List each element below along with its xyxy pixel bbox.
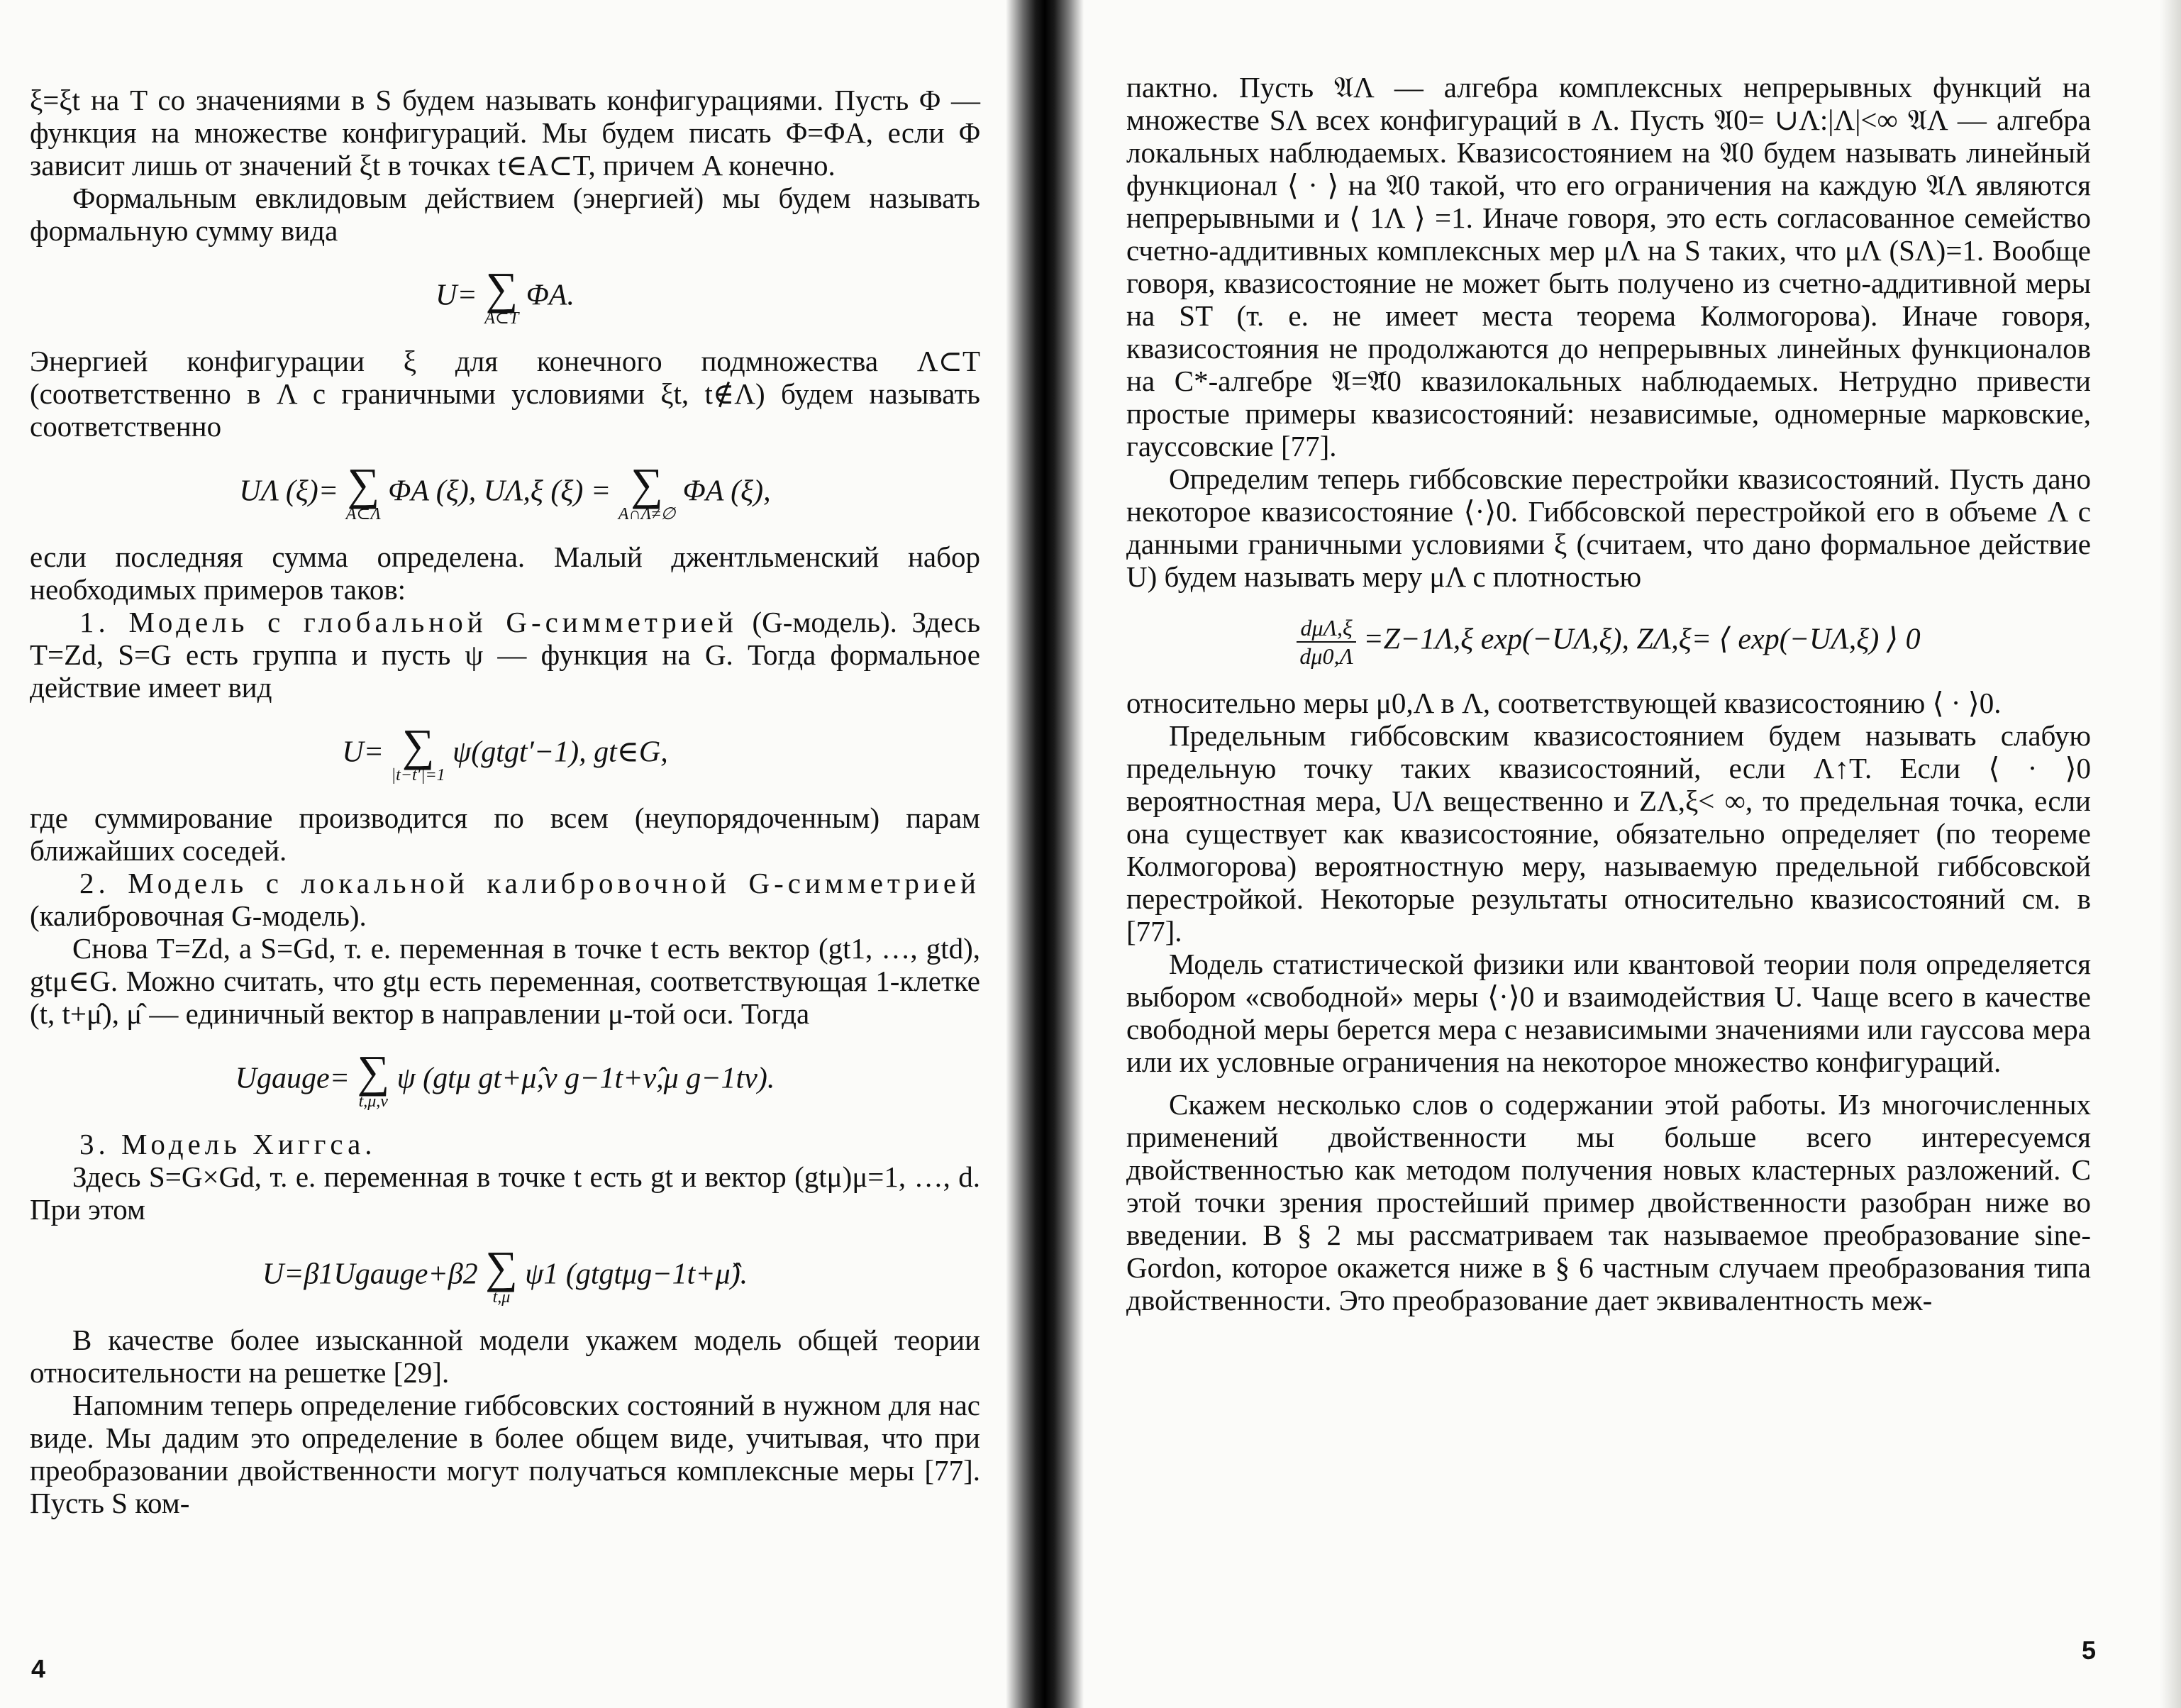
paragraph: Напомним теперь определение гиббсовских состояний в нужном для нас виде. Мы дадим это определение в более общем виде, учитывая, что при преобразовании двойственности могут получаться комплексные меры [77]. Пусть S ком- — [30, 1389, 980, 1519]
item-title: 2. Модель с локальной калибровочной G-симметрией — [79, 867, 980, 899]
left-page-text — [30, 84, 980, 1519]
sum-limit: A⊂T — [484, 309, 519, 328]
paragraph: Снова T=Zd, а S=Gd, т. е. переменная в точке t есть вектор (gt1, …, gtd), gtμ∈G. Можно считать, что gtμ есть переменная, соответствующая 1-клетке (t, t+μ̂), μ̂ — единичный вектор в направлении μ-той оси. Тогда — [30, 932, 980, 1030]
sum-symbol: ∑ A∩Λ≠∅ — [618, 459, 676, 523]
formula-text: ΦA. — [526, 279, 575, 312]
formula-g-model — [30, 720, 980, 784]
list-item — [30, 606, 980, 704]
fraction-denominator: dμ0,Λ — [1299, 643, 1353, 669]
list-item — [30, 1128, 980, 1160]
book-gutter — [1006, 0, 1084, 1708]
paragraph: Предельным гиббсовским квазисостоянием будем называть слабую предельную точку таких квазисостояний, если Λ↑T. Если ⟨ · ⟩0 вероятностная мера, UΛ вещественно и ZΛ,ξ< ∞, то предельная точка, если она существует как квазисостояние, обязательно определяет (по теореме Колмогорова) вероятностную меру, называемую предельной гиббсовской перестройкой. Некоторые результаты относительно квазисостояний см. в [77]. — [1126, 719, 2091, 948]
paragraph: Модель статистической физики или квантовой теории поля определяется выбором «свободной» меры ⟨·⟩0 и взаимодействия U. Чаще всего в качестве свободной меры берется мера с независимыми значениями или гауссова мера или их условные ограничения на некоторое множество конфигураций. — [1126, 948, 2091, 1078]
fraction-numerator: dμΛ,ξ — [1297, 614, 1355, 643]
item-title: 1. Модель с глобальной G-симметрией — [79, 606, 738, 638]
formula-text: ΦA (ξ), — [682, 475, 771, 508]
page-edge — [2160, 0, 2181, 1708]
sum-symbol: ∑ t,μ — [485, 1242, 518, 1307]
formula-text: UΛ (ξ)= — [239, 475, 339, 508]
formula-action — [30, 263, 980, 328]
sum-limit: t,μ — [492, 1288, 511, 1307]
fraction — [1297, 614, 1355, 670]
formula-text: ψ (gtμ gt+μ̂,ν g−1t+ν̂,μ g−1tν). — [396, 1062, 775, 1095]
sum-limit: A∩Λ≠∅ — [618, 505, 676, 523]
formula-text: ψ1 (gtgtμg−1t+μ̂). — [525, 1258, 748, 1291]
formula-gibbs-density — [1126, 614, 2091, 670]
formula-energy — [30, 459, 980, 523]
right-page-text — [1126, 71, 2091, 1316]
paragraph: Определим теперь гиббсовские перестройки квазисостояний. Пусть дано некоторое квазисостояние ⟨·⟩0. Гиббсовской перестройкой его в объеме Λ с данными граничными условиями ξ (считаем, что дано формальное действие U) будем называть меру μΛ с плотностью — [1126, 462, 2091, 593]
item-text: (калибровочная G-модель). — [30, 899, 367, 932]
paragraph: В качестве более изысканной модели укажем модель общей теории относительности на решетке [29]. — [30, 1324, 980, 1389]
formula-text: U=β1Ugauge+β2 — [262, 1258, 478, 1291]
sum-limit: A⊂Λ — [345, 505, 381, 523]
item-text: (G-модель). Здесь T=Zd, S=G есть группа и пусть ψ — функция на G. Тогда формальное действие имеет вид — [30, 606, 981, 704]
paragraph: относительно меры μ0,Λ в Λ, соответствующей квазисостоянию ⟨ · ⟩0. — [1126, 687, 2002, 719]
paragraph: Здесь S=G×Gd, т. е. переменная в точке t есть gt и вектор (gtμ)μ=1, …, d. При этом — [30, 1160, 980, 1226]
sum-symbol: ∑ t,μ,ν — [357, 1046, 390, 1111]
formula-text: ΦA (ξ), UΛ,ξ (ξ) = — [388, 475, 611, 508]
formula-higgs — [30, 1242, 980, 1307]
sum-limit: t,μ,ν — [358, 1092, 388, 1111]
list-item — [30, 867, 980, 932]
formula-gauge — [30, 1046, 980, 1111]
paragraph: Скажем несколько слов о содержании этой работы. Из многочисленных применений двойственности мы больше всего интересуемся двойственностью как методом получения новых кластерных разложений. С этой точки зрения простейший пример двойственности разобран ниже во введении. В § 2 мы рассматриваем так называемое преобразование sine-Gordon, которое окажется ниже в § 6 частным случаем преобразования типа двойственности. Это преобразование дает эквивалентность меж- — [1126, 1088, 2091, 1316]
paragraph: где суммирование производится по всем (неупорядоченным) парам ближайших соседей. — [30, 802, 980, 867]
page-number-right: 5 — [2081, 1636, 2096, 1665]
formula-text: =Z−1Λ,ξ exp(−UΛ,ξ), ZΛ,ξ= ⟨ exp(−UΛ,ξ) ⟩ 0 — [1363, 623, 1921, 656]
paragraph: ξ=ξt на T со значениями в S будем называть конфигурациями. Пусть Φ — функция на множестве конфигураций. Мы будем писать Φ=ΦA, если Φ зависит лишь от значений ξt в точках t∈A⊂T, причем A конечно. — [30, 84, 980, 182]
page-number-left: 4 — [31, 1654, 46, 1683]
formula-text: ψ(gtgt′−1), gt∈G, — [453, 736, 668, 769]
sum-symbol: ∑ A⊂Λ — [345, 459, 381, 523]
formula-text: U= — [342, 736, 384, 769]
formula-text: Ugauge= — [235, 1062, 350, 1095]
paragraph: Энергией конфигурации ξ для конечного подмножества Λ⊂T (соответственно в Λ с граничными условиями ξt, t∉Λ) будем называть соответственно — [30, 345, 980, 443]
paragraph: пактно. Пусть 𝔄Λ — алгебра комплексных непрерывных функций на множестве SΛ всех конфигураций в Λ. Пусть 𝔄0= ∪Λ:|Λ|<∞ 𝔄Λ — алгебра локальных наблюдаемых. Квазисостоянием на 𝔄0 будем называть линейный функционал ⟨ · ⟩ на 𝔄0 такой, что его ограничения на каждую 𝔄Λ являются непрерывными и ⟨ 1Λ ⟩ =1. Иначе говоря, это есть согласованное семейство счетно-аддитивных комплексных мер μΛ на S таких, что μΛ (SΛ)=1. Вообще говоря, квазисостояние не может быть получено из счетно-аддитивной меры на ST (т. е. не имеет места теорема Колмогорова). Иначе говоря, квазисостояния не продолжаются до непрерывных линейных функционалов на C*-алгебре 𝔄=𝔄̄0 квазилокальных наблюдаемых. Нетрудно привести простые примеры квазисостояний: независимые, одномерные марковские, гауссовские [77]. — [1126, 71, 2091, 462]
paragraph: если последняя сумма определена. Малый джентльменский набор необходимых примеров таков: — [30, 540, 980, 606]
sum-symbol: ∑ A⊂T — [484, 263, 519, 328]
item-title: 3. Модель Хиггса. — [79, 1128, 377, 1160]
sum-limit: |t−t′|=1 — [391, 766, 445, 784]
paragraph: Формальным евклидовым действием (энергией) мы будем называть формальную сумму вида — [30, 182, 980, 247]
formula-text: U= — [435, 279, 477, 312]
sum-symbol: ∑ |t−t′|=1 — [391, 720, 445, 784]
